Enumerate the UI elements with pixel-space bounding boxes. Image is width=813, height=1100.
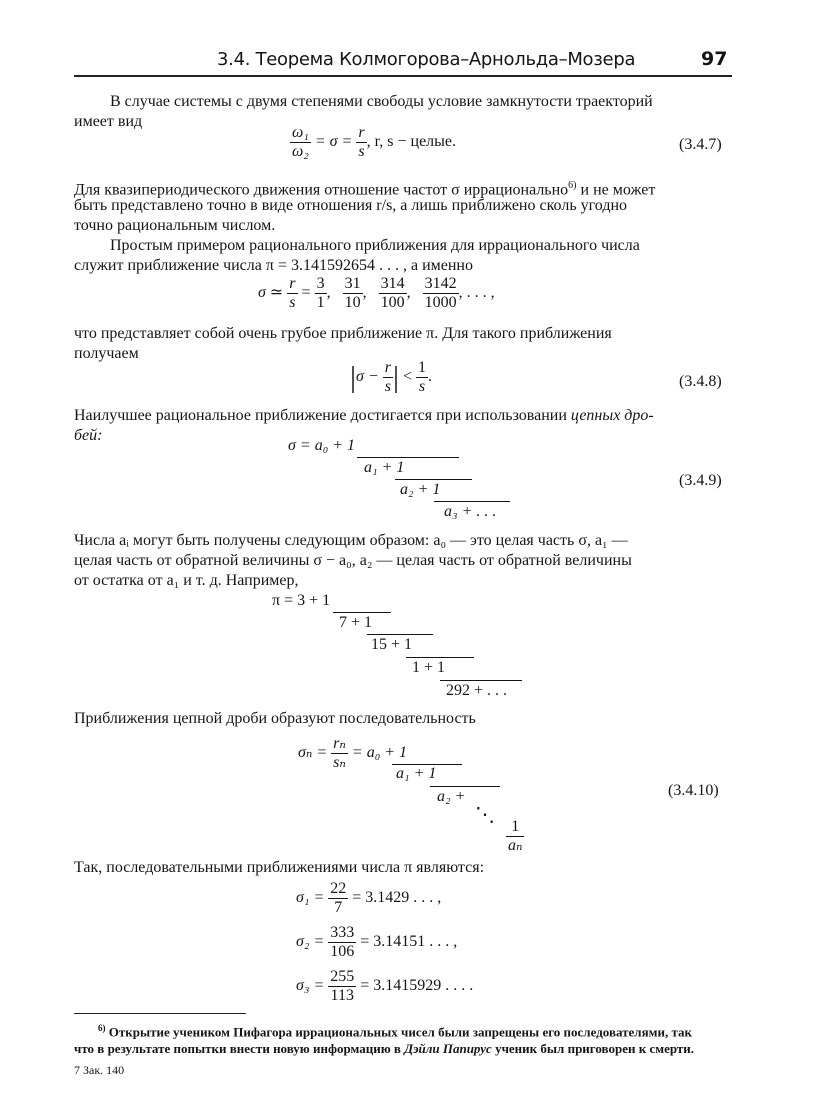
paragraph-2-line-3: точно рациональным числом.	[74, 217, 276, 234]
eq347-r: r	[358, 124, 365, 141]
approx-sep-1: ,	[326, 284, 331, 302]
paragraph-1-line-1: В случае системы с двумя степенями свободы условие замкнутости траекторий	[110, 93, 653, 110]
paragraph-2-line-2: быть представлено точно в виде отношения r/s, а лишь приближено сколь угодно	[74, 197, 628, 214]
approx-frac-4-num: 3142	[424, 275, 457, 292]
seq-sigma-1	[296, 880, 441, 917]
approx-tail: , . . . ,	[458, 284, 495, 302]
equation-pi-approx	[258, 275, 495, 312]
approx-frac-3-den: 100	[380, 294, 405, 311]
footnote-rule	[74, 1013, 246, 1014]
eq3410-rest: = a₀ + 1	[351, 744, 408, 762]
pi-cf-line-4: 292 + . . .	[446, 682, 508, 699]
eq347-tail: , r, s − целые.	[366, 133, 457, 151]
pi-cf-bar-2	[406, 657, 474, 658]
paragraph-3-line-2: служит приближение числа π = 3.141592654 . . . , а именно	[74, 257, 473, 274]
equation-number-3-4-10: (3.4.10)	[668, 782, 719, 799]
p2-text2: и не может	[576, 181, 656, 199]
footnote-text-1: Открытие учеником Пифагора иррациональных чисел были запрещены его последователями, так	[105, 1024, 692, 1040]
paragraph-5-line-1	[74, 406, 729, 426]
seq-sigma-2	[296, 924, 457, 961]
eq348-lt: <	[402, 368, 412, 386]
eq348-s2: s	[416, 377, 428, 396]
approx-lhs: σ ≃	[258, 284, 284, 302]
paragraph-6-line-1: Числа aᵢ могут быть получены следующим образом: a₀ — это целая часть σ, a₁ —	[74, 532, 628, 549]
approx-frac-1-den: 1	[316, 294, 325, 311]
pi-cf-line-3: 1 + 1	[412, 659, 446, 676]
approx-frac-3-num: 314	[380, 275, 405, 292]
footnote-text-2a: что в результате попытки внести новую информацию в	[74, 1041, 405, 1057]
cf-bar-0	[357, 457, 459, 458]
header-rule	[74, 75, 732, 77]
approx-frac-2-num: 31	[344, 275, 361, 292]
omega1: ω₁	[292, 124, 309, 141]
cf-line-1: a₁ + 1	[364, 459, 405, 476]
footnote-mark-bottom: 6)	[98, 1023, 106, 1033]
footnote-text-2b: ученик был приговорен к смерти.	[491, 1041, 695, 1057]
equation-3-4-7	[290, 124, 456, 161]
approx-frac-4-den: 1000	[424, 294, 457, 311]
approx-frac-1-num: 3	[316, 275, 325, 292]
seq-2-lhs: σ₂ =	[296, 933, 325, 951]
paragraph-4-line-1: что представляет собой очень грубое приближение π. Для такого приближения	[74, 325, 612, 342]
paragraph-6-line-3: от остатка от a₁ и т. д. Например,	[74, 572, 299, 589]
seq-1-den: 7	[328, 898, 348, 917]
eq348-one: 1	[417, 359, 426, 376]
equation-3-4-10-head	[298, 735, 407, 772]
approx-frac-2-den: 10	[344, 294, 361, 311]
footnote	[74, 1020, 729, 1057]
eq3410-line-1: a₁ + 1	[396, 765, 437, 782]
paragraph-3-line-1: Простым примером рационального приближения для иррационального числа	[110, 237, 640, 254]
running-header-title: 3.4. Теорема Колмогорова–Арнольда–Мозера	[217, 49, 636, 70]
eq348-dot: .	[427, 368, 432, 386]
cf-line-0: σ = a₀ + 1	[288, 437, 356, 454]
seq-3-rhs: = 3.1415929 . . . .	[360, 977, 474, 995]
seq-2-rhs: = 3.14151 . . . ,	[360, 933, 458, 951]
paragraph-4-line-2: получаем	[74, 345, 139, 362]
eq3410-one: 1	[511, 818, 520, 835]
paragraph-7: Приближения цепной дроби образуют последовательность	[74, 710, 476, 727]
signature-mark: 7 Зак. 140	[74, 1063, 125, 1077]
eq347-sigma: = σ =	[314, 133, 353, 151]
paragraph-8: Так, последовательными приближениями числа π являются:	[74, 859, 485, 876]
footnote-mark: 6)	[568, 180, 577, 191]
abs-bar-right: |	[392, 360, 399, 394]
seq-1-num: 22	[330, 880, 347, 897]
approx-r: r	[289, 275, 296, 292]
pi-cf-line-1: 7 + 1	[339, 614, 373, 631]
seq-3-den: 113	[328, 986, 356, 1005]
cf-line-3: a₃ + . . .	[444, 503, 497, 520]
pi-cf-bar-1	[367, 634, 433, 635]
eq348-sigma: σ −	[356, 368, 379, 386]
eq3410-bar-1	[430, 786, 500, 787]
footnote-italic: Дэйли Папирус	[404, 1041, 492, 1057]
seq-2-den: 106	[330, 943, 355, 960]
pi-cf-bar-0	[333, 612, 391, 613]
seq-2-num: 333	[330, 924, 355, 941]
sigma-n: σₙ =	[298, 744, 328, 762]
cf-bar-2	[434, 501, 510, 502]
s-n: sₙ	[333, 754, 346, 771]
equation-number-3-4-7: (3.4.7)	[679, 136, 722, 153]
equation-number-3-4-9: (3.4.9)	[679, 472, 722, 489]
approx-sep-3: ,	[406, 284, 411, 302]
abs-bar-left: |	[350, 360, 357, 394]
seq-3-lhs: σ₃ =	[296, 977, 325, 995]
omega2: ω₂	[292, 143, 309, 160]
eq3410-an: aₙ	[508, 837, 523, 854]
r-n: rₙ	[333, 735, 346, 752]
approx-sep-2: ,	[362, 284, 367, 302]
page-number: 97	[701, 48, 728, 70]
p5-text: Наилучшее рациональное приближение достигается при использовании	[74, 407, 567, 424]
p2-text: Для квазипериодического движения отношение частот σ иррационально	[74, 181, 569, 199]
p5-italic: цепных дро-	[570, 407, 654, 424]
pi-cf-line-0: π = 3 + 1	[272, 592, 331, 609]
equation-number-3-4-8: (3.4.8)	[679, 373, 722, 390]
pi-cf-bar-3	[440, 680, 522, 681]
seq-3-num: 255	[330, 968, 355, 985]
pi-cf-line-2: 15 + 1	[371, 636, 413, 653]
seq-sigma-3	[296, 968, 473, 1005]
eq3410-dots: ⋱	[475, 804, 495, 826]
approx-s: s	[289, 294, 296, 311]
paragraph-6-line-2: целая часть от обратной величины σ − a₀, a₂ — целая часть от обратной величины	[74, 552, 632, 569]
paragraph-1-line-2: имеет вид	[74, 113, 143, 130]
footnote-line-1	[74, 1020, 692, 1040]
seq-1-rhs: = 3.1429 . . . ,	[352, 889, 442, 907]
eq348-s: s	[384, 378, 391, 395]
eq348-r: r	[384, 359, 391, 376]
paragraph-5-line-2: бей:	[74, 427, 103, 444]
eq3410-last	[506, 818, 524, 855]
approx-eq: =	[301, 284, 311, 302]
cf-line-2: a₂ + 1	[400, 481, 441, 498]
eq3410-line-2: a₂ +	[437, 788, 466, 805]
seq-1-lhs: σ₁ =	[296, 889, 325, 907]
equation-3-4-8	[350, 359, 432, 396]
cf-bar-1	[395, 479, 472, 480]
eq347-s: s	[358, 143, 365, 160]
